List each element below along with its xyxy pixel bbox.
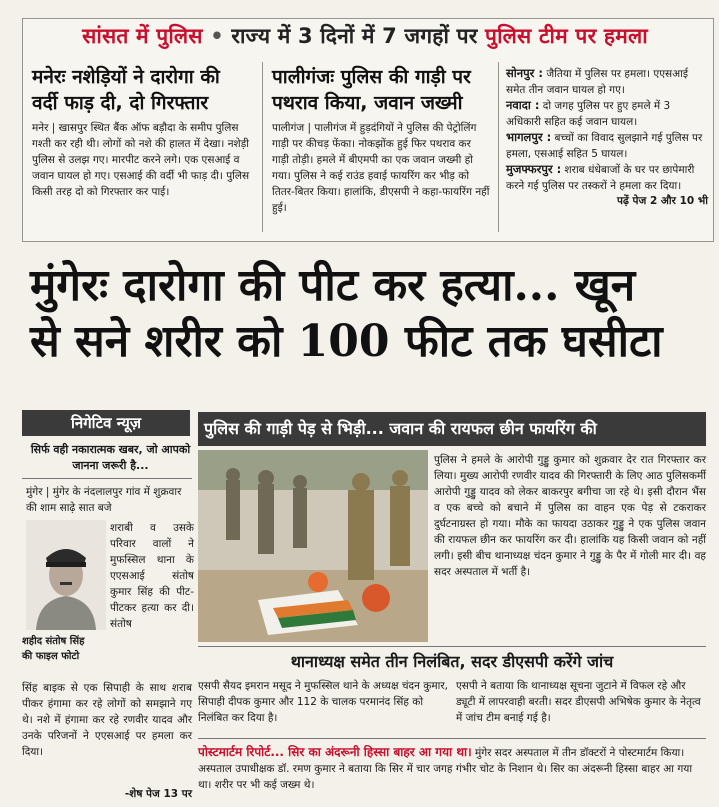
portrait-caption xyxy=(22,634,106,664)
page-reference: पढ़ें पेज 2 और 10 भी xyxy=(617,195,708,207)
lead-story-right: शराबी व उसके परिवार वालों ने मुफस्सिल थाना के एएसआई संतोष कुमार सिंह की पीट-पीटकर हत्या कर दी। संतोष xyxy=(110,522,194,630)
photo-story-body: पुलिस ने हमले के आरोपी गुड्डु कुमार को शुक्रवार देर रात गिरफ्तार कर लिया। मुख्य आरोपी रणवीर यादव की गिरफ्तारी के लिए आठ पुलिसकर्मी आरोपी गुड्डु यादव को लेकर बाकरपुर बगीचा जा रहे थे। इसी दौरान भैंस व एक बच्चे को बचाने में पुलिस का वाहन एक पेड़ से टकराकर दुर्घटनाग्रस्त हो गया। मौके का फायदा उठाकर गुड्डु ने एक पुलिस जवान की रायफल छीन कर फायरिंग कर दी। हालांकि यह किसी जवान को नहीं लगी। इसी बीच थानाध्यक्ष चंदन कुमार ने गुड्डु के पैर में गोली मार दी। वह सदर अस्पताल में भर्ती है। xyxy=(434,454,706,578)
brief-item: नवादा : दो जगह पुलिस पर हुए हमले में 3 अधिकारी सहित कई जवान घायल। xyxy=(506,98,671,128)
brief-item: सोनपुर : जैतिया में पुलिस पर हमला। एएसआई समेत तीन जवान घायल हो गए। xyxy=(506,66,689,96)
brief-item: मुजफ्फरपुर : शराब धंधेबाजों के घर पर छापेमारी करने गई पुलिस पर तस्करों ने हमला कर दिया। xyxy=(506,162,695,192)
postmortem-lead: पोस्टमार्टम रिपोर्ट... सिर का अंदरूनी हिस्सा बाहर आ गया था। xyxy=(198,745,472,759)
story1 xyxy=(32,64,250,200)
banner-part3: पुलिस टीम पर हमला xyxy=(485,24,648,48)
postmortem-text: मुंगेर सदर अस्पताल में तीन डॉक्टरों ने पोस्टमार्टम किया। अस्पताल उपाधीक्षक डॉ. रमण कुमार ने बताया कि सिर में चार जगह गंभीर चोट के निशान थे। सिर का अंदरूनी हिस्सा बाहर आ गया था। शरीर पर भी कई जख्म थे। xyxy=(198,747,693,791)
suspension-right: एसपी ने बताया कि थानाध्यक्ष सूचना जुटाने में विफल रहे और ड्यूटी में लापरवाही बरती। सदर डीएसपी अभिषेक कुमार के नेतृत्व में जांच टीम बनाई गई है। xyxy=(456,680,701,724)
divider xyxy=(22,478,192,479)
suspension-left: एसपी सैयद इमरान मसूद ने मुफस्सिल थाने के अध्यक्ष चंदन कुमार, सिपाही दीपक कुमार और 112 के चालक परमानंद सिंह को निलंबित कर दिया है। xyxy=(198,680,448,724)
banner-part1: सांसत में पुलिस xyxy=(82,24,203,48)
divider xyxy=(198,738,706,739)
story1-headline: मनेरः नशेड़ियों ने दारोगा की वर्दी फाड़ दी, दो गिरफ्तार xyxy=(32,66,220,114)
negative-news-tagline: सिर्फ वही नकारात्मक खबर, जो आपको जानना जरूरी है... xyxy=(30,443,191,472)
divider xyxy=(198,646,706,647)
continued-note: -शेष पेज 13 पर xyxy=(124,788,192,800)
divider xyxy=(262,62,263,232)
story2-headline: पालीगंजः पुलिस की गाड़ी पर पथराव किया, जवान जख्मी xyxy=(272,66,471,114)
main-headline-line1: मुंगेरः दारोगा की पीट कर हत्या... खून xyxy=(30,260,636,311)
divider xyxy=(498,62,499,232)
photo-story-headline: पुलिस की गाड़ी पेड़ से भिड़ी... जवान की रायफल छीन फायरिंग की xyxy=(198,412,706,446)
banner-part2: राज्य में 3 दिनों में 7 जगहों पर xyxy=(231,24,486,48)
story1-body: मनेर | खासपुर स्थित बैंक ऑफ बड़ौदा के समीप पुलिस गश्ती कर रही थी। लोगों को नशे की हालत में देखा। नशेड़ी पुलिस से उलझ गए। मारपीट करने लगे। एक एसआई व जवान घायल हो गए। एसआई की वर्दी भी फाड़ दी। पुलिस किसी तरह दो को गिरफ्तार कर पाई। xyxy=(32,122,250,198)
lead-story-bottom: सिंह बाइक से एक सिपाही के साथ शराब पीकर हंगामा कर रहे लोगों को समझाने गए थे। नशे में हंगामा कर रहे रणवीर यादव और उनके परिजनों ने एएसआई पर हमला कर दिया। xyxy=(22,682,192,758)
portrait-caption-note: की फाइल फोटो xyxy=(22,651,80,662)
banner-bullet: • xyxy=(202,24,232,48)
postmortem-report xyxy=(198,744,706,793)
suspension-headline: थानाध्यक्ष समेत तीन निलंबित, सदर डीएसपी करेंगे जांच xyxy=(290,652,614,671)
main-headline-line2: से सने शरीर को 100 फीट तक घसीटा xyxy=(30,316,663,367)
portrait-photo xyxy=(26,520,106,630)
lead-story-intro: मुंगेर | मुंगेर के नंदलालपुर गांव में शुक्रवार की शाम साढ़े सात बजे xyxy=(26,486,182,514)
news-photo xyxy=(198,450,428,642)
police-procession-photo-icon xyxy=(198,450,428,642)
side-briefs xyxy=(506,66,708,210)
top-banner xyxy=(40,22,690,50)
brief-item: भागलपुर : बच्चों का विवाद सुलझाने गई पुलिस पर हमला, एसआई सहित 5 घायल। xyxy=(506,130,703,160)
story2-body: पालीगंज | पालीगंज में हुड़दंगियों ने पुलिस की पेट्रोलिंग गाड़ी पर कीचड़ फेंका। नोकझोंक हुई फिर पथराव कर गाड़ी तोड़ी। हमले में बीएमपी का एक जवान जख्मी हो गया। पुलिस ने कई राउंड हवाई फायरिंग कर भीड़ को तितर-बितर किया। हालांकि, डीएसपी ने कहा-फायरिंग नहीं हुई। xyxy=(272,122,490,214)
officer-portrait-icon xyxy=(26,520,106,630)
main-headline xyxy=(30,258,710,370)
story2 xyxy=(272,64,490,216)
negative-news-label: निगेटिव न्यूज़ xyxy=(22,410,190,436)
portrait-caption-name: शहीद संतोष सिंह xyxy=(22,636,85,647)
